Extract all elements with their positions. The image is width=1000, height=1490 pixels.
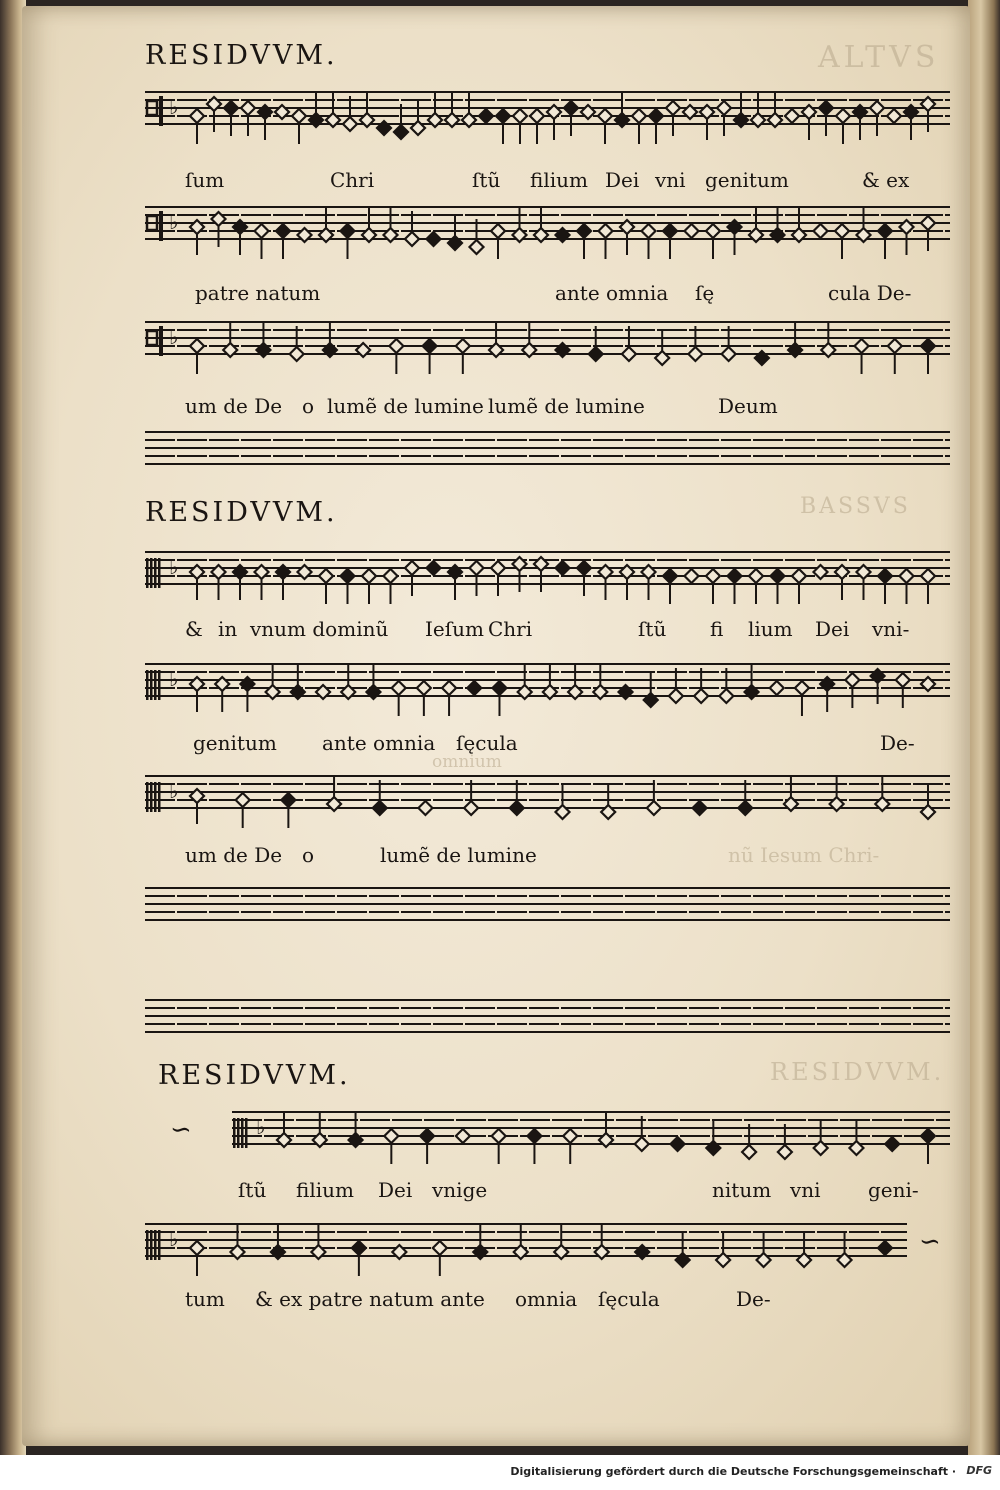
note-head	[384, 569, 398, 583]
lyric-syllable: genitum	[705, 168, 789, 192]
note-head	[599, 224, 613, 238]
footer-bar	[0, 1455, 1000, 1490]
staff-svg	[145, 428, 950, 472]
lyric-syllable: cula De-	[828, 281, 912, 305]
note-head	[795, 681, 809, 695]
music-staff	[145, 772, 950, 814]
note-head	[693, 801, 707, 815]
note-head	[290, 347, 304, 361]
lyric-syllable: lium	[748, 617, 793, 641]
custos-symbol: ∽	[170, 1115, 192, 1145]
digitization-credit: Digitalisierung gefördert durch die Deutsche Forschungsgemeinschaft ·	[510, 1465, 956, 1478]
lyric-syllable: & ex	[862, 168, 910, 192]
music-staff	[145, 660, 950, 702]
flat-sign: ♭	[169, 325, 179, 349]
c-clef-symbol	[159, 96, 163, 126]
note-head	[384, 1129, 398, 1143]
lyrics-line	[0, 731, 1000, 761]
lyric-syllable: Dei	[815, 617, 850, 641]
staff-svg	[145, 203, 950, 247]
f-clef-symbol	[146, 558, 149, 588]
note-head	[770, 681, 784, 695]
lyric-syllable: De-	[880, 731, 915, 755]
lyric-syllable: ſtũ	[238, 1178, 267, 1202]
lyric-syllable: um de De	[185, 394, 283, 418]
note-head	[292, 109, 306, 123]
lyric-syllable: ſtũ	[472, 168, 501, 192]
note-head	[467, 681, 481, 695]
note-head	[870, 101, 884, 115]
flat-sign: ♭	[169, 555, 179, 579]
empty-staff	[145, 996, 950, 1038]
note-head	[491, 561, 505, 575]
note-head	[647, 801, 661, 815]
note-head	[427, 561, 441, 575]
music-staff	[145, 203, 950, 245]
note-head	[921, 339, 935, 353]
lyric-syllable: vnum dominũ	[250, 617, 389, 641]
note-head	[671, 1137, 685, 1151]
lyric-syllable: filium	[296, 1178, 354, 1202]
bleed-through-heading: ALTVS	[818, 40, 940, 75]
lyric-syllable: genitum	[193, 731, 277, 755]
note-head	[878, 1241, 892, 1255]
f-clef-symbol	[158, 558, 161, 588]
note-head	[276, 224, 290, 238]
note-head	[694, 689, 708, 703]
note-head	[491, 224, 505, 238]
note-head	[706, 569, 720, 583]
f-clef-symbol	[241, 1118, 244, 1148]
note-head	[392, 681, 406, 695]
bleed-through-lyrics: omnium	[432, 752, 502, 772]
lyric-syllable: ſum	[185, 168, 225, 192]
f-clef-symbol	[154, 670, 157, 700]
lyric-syllable: tum	[185, 1287, 225, 1311]
staff-svg	[145, 548, 950, 592]
f-clef-symbol	[245, 1118, 248, 1148]
section-heading: RESIDVVM.	[145, 497, 338, 528]
note-head	[589, 347, 603, 361]
music-staff	[145, 88, 950, 130]
c-clef-symbol	[159, 211, 163, 241]
f-clef-symbol	[150, 782, 153, 812]
c-clef-symbol	[159, 326, 163, 356]
note-head	[771, 569, 785, 583]
note-head	[389, 339, 403, 353]
note-head	[564, 101, 578, 115]
note-head	[492, 1129, 506, 1143]
lyric-syllable: &	[185, 617, 203, 641]
note-head	[190, 1241, 204, 1255]
note-head	[719, 689, 733, 703]
note-head	[362, 569, 376, 583]
f-clef-symbol	[158, 782, 161, 812]
note-head	[622, 347, 636, 361]
note-head	[896, 673, 910, 687]
note-head	[496, 109, 510, 123]
empty-staff	[145, 428, 950, 470]
lyric-syllable: ante omnia	[322, 731, 436, 755]
note-head	[685, 569, 699, 583]
note-head	[814, 224, 828, 238]
note-head	[319, 569, 333, 583]
music-staff	[170, 1108, 950, 1150]
staff-svg	[145, 772, 950, 816]
flat-sign: ♭	[169, 779, 179, 803]
bleed-through-heading: RESIDVVM.	[770, 1058, 945, 1086]
staff-svg	[145, 660, 950, 704]
note-head	[632, 109, 646, 123]
note-head	[577, 224, 591, 238]
note-head	[835, 224, 849, 238]
note-head	[343, 117, 357, 131]
staff-svg	[145, 318, 950, 362]
section-heading: RESIDVVM.	[158, 1060, 351, 1091]
note-head	[405, 232, 419, 246]
music-staff	[145, 1220, 941, 1262]
book-edge-right	[968, 0, 1000, 1455]
lyrics-line	[0, 281, 1000, 311]
lyric-syllable: ante omnia	[555, 281, 669, 305]
lyrics-line	[0, 1287, 1000, 1317]
note-head	[855, 339, 869, 353]
note-head	[685, 224, 699, 238]
f-clef-symbol	[146, 1230, 149, 1260]
note-head	[749, 569, 763, 583]
note-head	[563, 1129, 577, 1143]
note-head	[738, 801, 752, 815]
lyric-syllable: vnige	[432, 1178, 488, 1202]
lyric-syllable: De-	[736, 1287, 771, 1311]
note-head	[190, 109, 204, 123]
lyric-syllable: ſę	[695, 281, 715, 305]
lyric-syllable: in	[218, 617, 238, 641]
note-head	[885, 1137, 899, 1151]
flat-sign: ♭	[169, 1227, 179, 1251]
note-head	[878, 569, 892, 583]
f-clef-symbol	[146, 670, 149, 700]
flat-sign: ♭	[169, 95, 179, 119]
note-head	[352, 1241, 366, 1255]
note-head	[341, 224, 355, 238]
note-head	[405, 561, 419, 575]
note-head	[663, 224, 677, 238]
f-clef-symbol	[150, 1230, 153, 1260]
lyric-syllable: fi	[710, 617, 724, 641]
note-head	[706, 224, 720, 238]
bleed-through-heading: BASSVS	[800, 494, 911, 519]
note-head	[479, 109, 493, 123]
custos-symbol: ∽	[919, 1227, 941, 1257]
f-clef-symbol	[237, 1118, 240, 1148]
bleed-through-lyrics: nũ Iesum Chri-	[728, 843, 880, 867]
lyric-syllable: Dei	[378, 1178, 413, 1202]
note-head	[224, 101, 238, 115]
note-head	[888, 339, 902, 353]
lyric-syllable: ſęcula	[456, 731, 518, 755]
note-head	[241, 101, 255, 115]
note-head	[722, 347, 736, 361]
f-clef-symbol	[154, 782, 157, 812]
music-staff	[145, 318, 950, 360]
note-head	[663, 569, 677, 583]
note-head	[470, 561, 484, 575]
f-clef-symbol	[154, 1230, 157, 1260]
staff-svg	[145, 1220, 941, 1264]
note-head	[728, 569, 742, 583]
lyric-syllable: vni	[655, 168, 686, 192]
lyrics-line	[0, 617, 1000, 647]
lyrics-line	[0, 168, 1000, 198]
f-clef-symbol	[146, 782, 149, 812]
note-head	[669, 689, 683, 703]
note-head	[878, 224, 892, 238]
lyric-syllable: vni	[790, 1178, 821, 1202]
music-staff	[145, 548, 950, 590]
note-head	[785, 109, 799, 123]
lyric-syllable: o	[302, 394, 315, 418]
section-heading: RESIDVVM.	[145, 40, 338, 71]
lyric-syllable: vni-	[872, 617, 910, 641]
lyric-syllable: nitum	[712, 1178, 772, 1202]
flat-sign: ♭	[256, 1115, 266, 1139]
lyric-syllable: geni-	[868, 1178, 919, 1202]
note-head	[510, 801, 524, 815]
staff-svg	[145, 996, 950, 1040]
note-head	[427, 232, 441, 246]
note-head	[420, 1129, 434, 1143]
lyric-syllable: lumẽ de lumine	[488, 394, 645, 418]
note-head	[190, 339, 204, 353]
f-clef-symbol	[158, 670, 161, 700]
lyric-syllable: Deum	[718, 394, 778, 418]
lyric-syllable: lumẽ de lumine	[380, 843, 537, 867]
flat-sign: ♭	[169, 210, 179, 234]
note-head	[717, 101, 731, 115]
note-head	[921, 1129, 935, 1143]
lyric-syllable: Chri	[330, 168, 375, 192]
note-head	[900, 569, 914, 583]
note-head	[836, 109, 850, 123]
note-head	[556, 561, 570, 575]
staff-svg	[145, 88, 950, 132]
note-head	[577, 561, 591, 575]
staff-svg	[170, 1108, 950, 1152]
f-clef-symbol	[150, 558, 153, 588]
note-head	[281, 793, 295, 807]
note-head	[513, 109, 527, 123]
lyric-syllable: & ex patre natum ante	[255, 1287, 485, 1311]
f-clef-symbol	[158, 1230, 161, 1260]
note-head	[921, 569, 935, 583]
note-head	[819, 101, 833, 115]
lyric-syllable: um de De	[185, 843, 283, 867]
note-head	[456, 1129, 470, 1143]
lyric-syllable: filium	[530, 168, 588, 192]
staff-svg	[145, 884, 950, 928]
note-head	[530, 109, 544, 123]
note-head	[527, 1129, 541, 1143]
lyric-syllable: lumẽ de lumine	[327, 394, 484, 418]
lyrics-line	[0, 843, 1000, 873]
note-head	[666, 101, 680, 115]
note-head	[598, 109, 612, 123]
note-head	[456, 339, 470, 353]
note-head	[887, 109, 901, 123]
f-clef-symbol	[150, 670, 153, 700]
f-clef-symbol	[154, 558, 157, 588]
empty-staff	[145, 884, 950, 926]
note-head	[921, 216, 935, 230]
lyric-syllable: patre natum	[195, 281, 321, 305]
lyric-syllable: ſęcula	[598, 1287, 660, 1311]
lyric-syllable: o	[302, 843, 315, 867]
note-head	[341, 569, 355, 583]
note-head	[423, 339, 437, 353]
note-head	[255, 224, 269, 238]
note-head	[642, 224, 656, 238]
dfg-logo: DFG	[966, 1464, 992, 1477]
note-head	[845, 673, 859, 687]
note-head	[792, 569, 806, 583]
lyrics-line	[0, 394, 1000, 424]
note-head	[442, 681, 456, 695]
note-head	[688, 347, 702, 361]
lyrics-line	[0, 1178, 1000, 1208]
note-head	[649, 109, 663, 123]
note-head	[464, 801, 478, 815]
note-head	[418, 801, 432, 815]
flat-sign: ♭	[169, 667, 179, 691]
lyric-syllable: omnia	[515, 1287, 578, 1311]
lyric-syllable: Dei	[605, 168, 640, 192]
lyric-syllable: Chri	[488, 617, 533, 641]
note-head	[635, 1137, 649, 1151]
note-head	[236, 793, 250, 807]
note-head	[492, 681, 506, 695]
f-clef-symbol	[233, 1118, 236, 1148]
note-head	[433, 1241, 447, 1255]
note-head	[417, 681, 431, 695]
lyric-syllable: Ieſum	[425, 617, 484, 641]
lyric-syllable: ſtũ	[638, 617, 667, 641]
note-head	[373, 801, 387, 815]
